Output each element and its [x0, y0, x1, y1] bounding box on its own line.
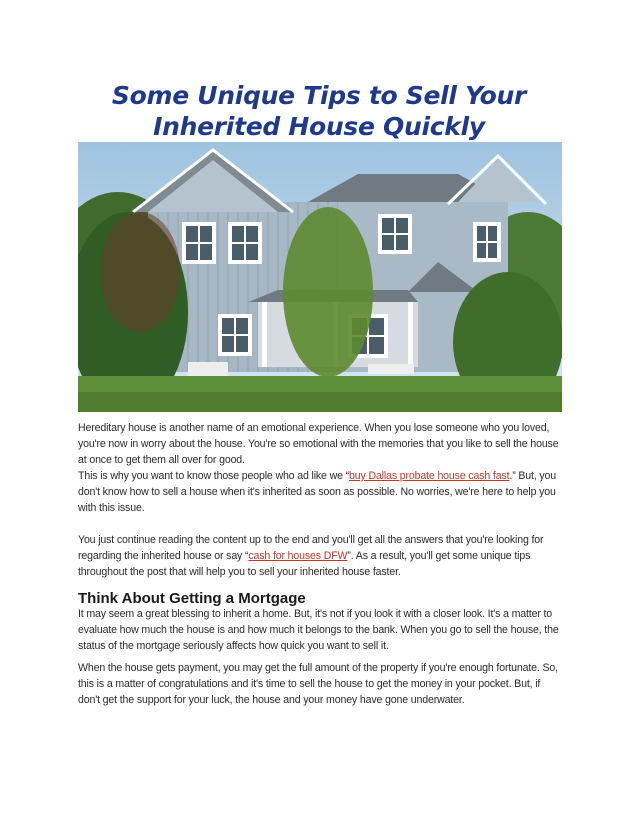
- house-illustration: [78, 142, 562, 412]
- buy-dallas-probate-link[interactable]: buy Dallas probate house cash fast: [349, 470, 510, 482]
- paragraph-why-text-before: This is why you want to know those people who ad like we “: [78, 470, 350, 482]
- paragraph-continue-text-after: ”. As a result, you'll get some unique tips throughout the post that will help you to sell your inherited house faster.: [78, 550, 531, 578]
- section-heading: Think About Getting a Mortgage: [78, 590, 306, 607]
- cash-for-houses-link[interactable]: cash for houses DFW: [248, 550, 348, 562]
- paragraph-continue-text-before: You just continue reading the content up to the end and you'll get all the answers that you're looking for regarding the inherited house or say “: [78, 534, 544, 562]
- paragraph-why-text-after: .” But, you don't know how to sell a house when it's inherited as soon as possible. No worries, we're here to help you with this issue.: [78, 470, 557, 514]
- house-photo: [78, 142, 562, 412]
- paragraph-continue: [78, 532, 564, 580]
- paragraph-payment: When the house gets payment, you may get the full amount of the property if you're enough fortunate. So, this is a matter of congratulations and it's time to sell the house to get the money in your pocket. But, if don't get the support for your luck, the house and your money have gone underwater.: [78, 662, 558, 706]
- paragraph-intro: Hereditary house is another name of an emotional experience. When you lose someone who you loved, you're now in worry about the house. You're so emotional with the memories that you like to sell the house at once to get them all over for good.: [78, 422, 559, 466]
- paragraph-mortgage: It may seem a great blessing to inherit a home. But, it's not if you look it with a closer look. It's a matter to evaluate how much the house is and how much it belongs to the bank. When you go to sell the house, the status of the mortgage seriously affects how quick you want to sell it.: [78, 608, 559, 652]
- document-title: Some Unique Tips to Sell Your Inherited House Quickly: [111, 81, 527, 141]
- paragraph-why: [78, 468, 564, 516]
